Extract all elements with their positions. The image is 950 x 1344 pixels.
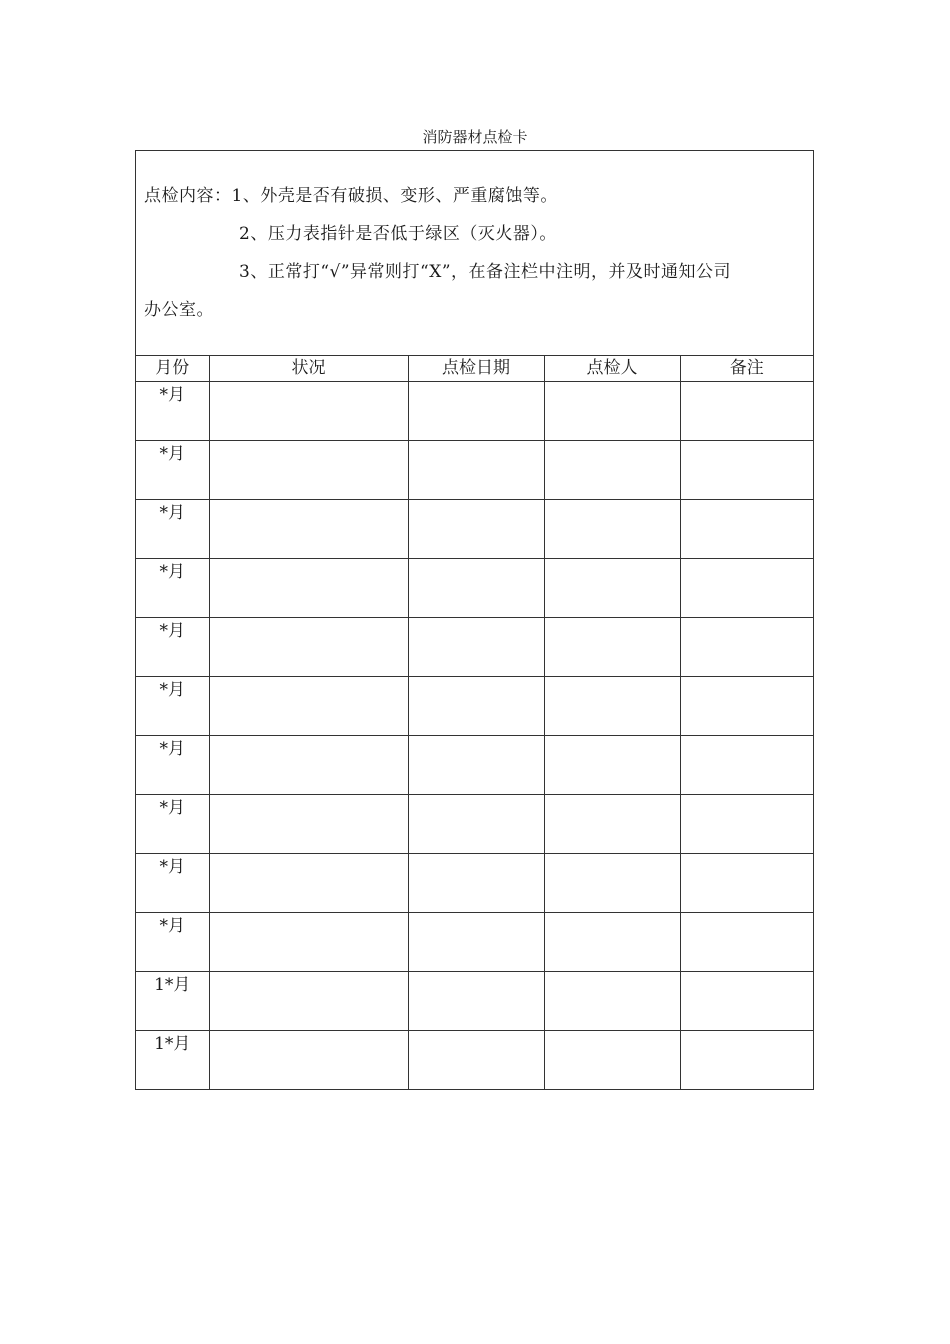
header-month: 月份 — [136, 356, 209, 382]
remarks-cell[interactable] — [680, 500, 813, 559]
status-cell[interactable] — [209, 618, 408, 677]
inspector-cell[interactable] — [544, 854, 680, 913]
status-cell[interactable] — [209, 500, 408, 559]
month-cell: *月 — [136, 500, 209, 559]
header-status: 状况 — [209, 356, 408, 382]
remarks-cell[interactable] — [680, 854, 813, 913]
inspector-cell[interactable] — [544, 441, 680, 500]
status-cell[interactable] — [209, 677, 408, 736]
date-cell[interactable] — [408, 972, 544, 1031]
inspector-cell[interactable] — [544, 795, 680, 854]
remarks-cell[interactable] — [680, 618, 813, 677]
inspector-cell[interactable] — [544, 677, 680, 736]
table-row — [136, 441, 813, 500]
status-cell[interactable] — [209, 913, 408, 972]
inspector-cell[interactable] — [544, 1031, 680, 1090]
table-row — [136, 972, 813, 1031]
header-date: 点检日期 — [408, 356, 544, 382]
date-cell[interactable] — [408, 677, 544, 736]
status-cell[interactable] — [209, 972, 408, 1031]
month-cell: *月 — [136, 559, 209, 618]
table-row — [136, 500, 813, 559]
month-cell: *月 — [136, 618, 209, 677]
remarks-cell[interactable] — [680, 913, 813, 972]
remarks-cell[interactable] — [680, 559, 813, 618]
date-cell[interactable] — [408, 913, 544, 972]
remarks-cell[interactable] — [680, 795, 813, 854]
page-title: 消防器材点检卡 — [422, 128, 528, 146]
instruction-line-3: 3、正常打“√”异常则打“X”，在备注栏中注明，并及时通知公司 — [239, 262, 732, 282]
remarks-cell[interactable] — [680, 1031, 813, 1090]
month-cell: *月 — [136, 854, 209, 913]
month-cell: *月 — [136, 913, 209, 972]
date-cell[interactable] — [408, 854, 544, 913]
inspection-card — [135, 150, 814, 1090]
table-row — [136, 854, 813, 913]
status-cell[interactable] — [209, 795, 408, 854]
table-row — [136, 913, 813, 972]
status-cell[interactable] — [209, 559, 408, 618]
status-cell[interactable] — [209, 736, 408, 795]
header-remarks: 备注 — [680, 356, 813, 382]
instruction-line-4: 办公室。 — [144, 300, 214, 320]
date-cell[interactable] — [408, 795, 544, 854]
table-row — [136, 1031, 813, 1090]
month-cell: 1*月 — [136, 972, 209, 1031]
month-cell: *月 — [136, 382, 209, 441]
date-cell[interactable] — [408, 441, 544, 500]
table-row — [136, 795, 813, 854]
month-cell: *月 — [136, 441, 209, 500]
remarks-cell[interactable] — [680, 677, 813, 736]
header-inspector: 点检人 — [544, 356, 680, 382]
remarks-cell[interactable] — [680, 972, 813, 1031]
inspector-cell[interactable] — [544, 972, 680, 1031]
date-cell[interactable] — [408, 559, 544, 618]
status-cell[interactable] — [209, 1031, 408, 1090]
inspection-instructions — [136, 151, 813, 356]
inspector-cell[interactable] — [544, 736, 680, 795]
month-cell: *月 — [136, 736, 209, 795]
instruction-line-2: 2、压力表指针是否低于绿区（灭火器）。 — [239, 224, 557, 244]
month-cell: 1*月 — [136, 1031, 209, 1090]
inspector-cell[interactable] — [544, 618, 680, 677]
date-cell[interactable] — [408, 500, 544, 559]
inspector-cell[interactable] — [544, 500, 680, 559]
table-row — [136, 382, 813, 441]
instruction-line-1: 点检内容：1、外壳是否有破损、变形、严重腐蚀等。 — [144, 186, 558, 206]
inspector-cell[interactable] — [544, 913, 680, 972]
status-cell[interactable] — [209, 382, 408, 441]
month-cell: *月 — [136, 677, 209, 736]
remarks-cell[interactable] — [680, 736, 813, 795]
date-cell[interactable] — [408, 736, 544, 795]
table-row — [136, 736, 813, 795]
inspector-cell[interactable] — [544, 382, 680, 441]
table-row — [136, 677, 813, 736]
date-cell[interactable] — [408, 1031, 544, 1090]
date-cell[interactable] — [408, 382, 544, 441]
instruction-label: 点检内容： — [144, 186, 232, 206]
inspector-cell[interactable] — [544, 559, 680, 618]
date-cell[interactable] — [408, 618, 544, 677]
month-cell: *月 — [136, 795, 209, 854]
status-cell[interactable] — [209, 854, 408, 913]
status-cell[interactable] — [209, 441, 408, 500]
inspection-table — [136, 356, 813, 1089]
remarks-cell[interactable] — [680, 441, 813, 500]
table-row — [136, 618, 813, 677]
remarks-cell[interactable] — [680, 382, 813, 441]
table-row — [136, 559, 813, 618]
table-header-row — [136, 356, 813, 382]
